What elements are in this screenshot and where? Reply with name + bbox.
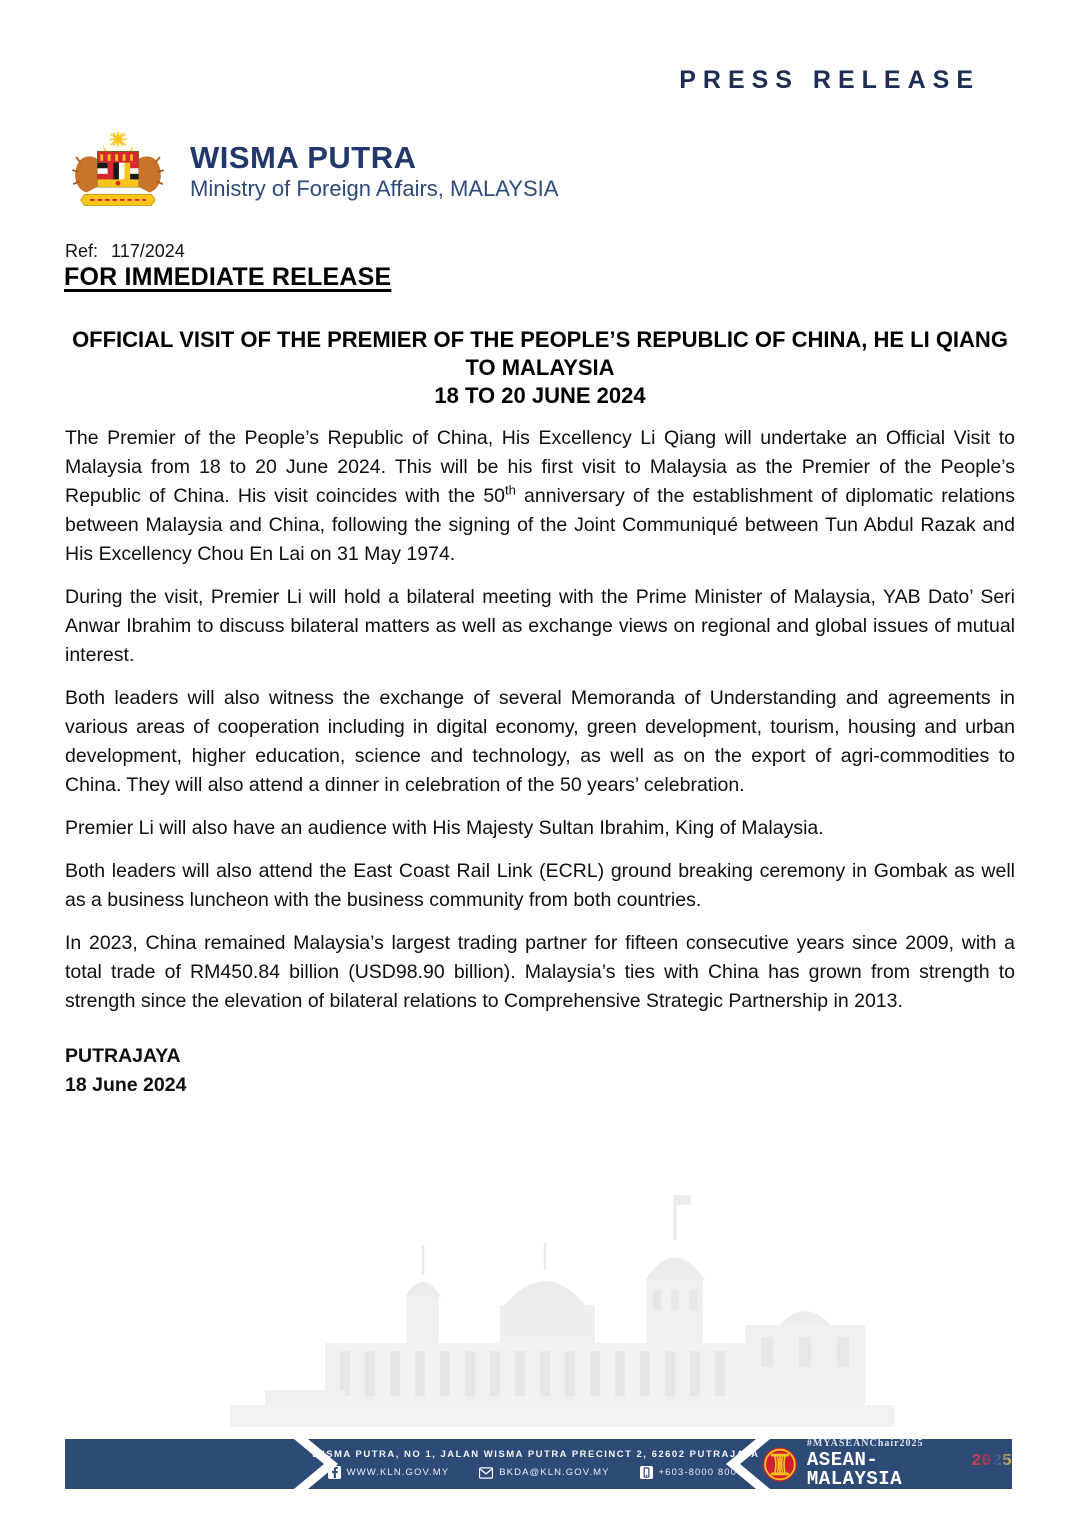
email-icon — [479, 1467, 493, 1479]
reference-line — [65, 241, 185, 262]
paragraph-3: Both leaders will also witness the exchange of several Memoranda of Understanding and agreements in various areas of cooperation including in digital economy, green development, tourism, housing and urban development, higher education, science and technology, as well as on the export of agri-commodities to China. They will also attend a dinner in celebration of the 50 years’ celebration. — [65, 687, 1015, 796]
facebook-icon — [328, 1466, 341, 1479]
paragraph-1 — [65, 424, 1015, 569]
paragraph-4: Premier Li will also have an audience with His Majesty Sultan Ibrahim, King of Malaysia. — [65, 817, 824, 839]
footer-phone — [640, 1466, 744, 1479]
asean-title: ASEAN-MALAYSIA — [806, 1449, 903, 1490]
ordinal-superscript: th — [505, 482, 516, 498]
putrajaya-building-watermark — [205, 1185, 920, 1435]
ref-label: Ref: — [65, 241, 99, 261]
paragraph-6: In 2023, China remained Malaysia’s largest trading partner for fifteen consecutive years since 2009, with a total trade of RM450.84 billion (USD98.90 billion). Malaysia’s ties with China has grown from strength to strength since the elevation of bilateral relations to Comprehensive Strategic Partnership in 2013. — [65, 932, 1015, 1012]
phone-icon — [640, 1466, 653, 1479]
paragraph-2: During the visit, Premier Li will hold a bilateral meeting with the Prime Minister of Malaysia, YAB Dato’ Seri Anwar Ibrahim to discuss bilateral matters as well as exchange views on regional and global issues of mutual interest. — [65, 586, 1015, 666]
signoff-date: 18 June 2024 — [65, 1074, 187, 1096]
asean-text — [807, 1439, 1012, 1489]
paragraph-1-continued: anniversary of the establishment of diplomatic relations between Malaysia and China, following the signing of the Joint Communiqué between Tun Abdul Razak and His Excellency Chou En Lai on 31 May 1974. — [65, 485, 1015, 565]
org-subtitle: Ministry of Foreign Affairs, MALAYSIA — [190, 176, 559, 201]
asean-title-row — [807, 1451, 1012, 1489]
footer-website — [328, 1466, 450, 1479]
footer-phone-text: +603-8000 8000 — [658, 1467, 744, 1478]
paragraph-1-text: The Premier of the People’s Republic of China, His Excellency Li Qiang will undertake an Official Visit to Malaysia from 18 to 20 June 2024. This will be his first visit to Malaysia as the Premier of the People’s Republic of China. His visit coincides with the 50 — [65, 427, 1015, 507]
asean-branding-block — [762, 1439, 1012, 1489]
title-line-3: 18 TO 20 JUNE 2024 — [434, 383, 646, 408]
asean-year: 2025 — [971, 1452, 1012, 1471]
release-type-heading: FOR IMMEDIATE RELEASE — [64, 263, 392, 291]
footer-contacts-row — [328, 1466, 744, 1479]
footer-email — [479, 1467, 609, 1479]
title-line-2: TO MALAYSIA — [465, 355, 615, 380]
footer-contact-block — [311, 1439, 760, 1489]
body-content — [65, 424, 1015, 1100]
org-header — [62, 131, 558, 213]
malaysia-coat-of-arms-logo — [62, 131, 174, 213]
footer-bar — [65, 1439, 1012, 1489]
paragraph-5: Both leaders will also attend the East Coast Rail Link (ECRL) ground breaking ceremony in Gombak as well as a business luncheon with the business community from both countries. — [65, 860, 1015, 911]
document-title — [65, 326, 1015, 410]
footer-email-text: BKDA@KLN.GOV.MY — [499, 1467, 610, 1478]
org-text — [190, 141, 558, 203]
asean-emblem-icon — [762, 1446, 798, 1483]
title-line-1: OFFICIAL VISIT OF THE PREMIER OF THE PEOPLE’S REPUBLIC OF CHINA, HE LI QIANG — [72, 327, 1008, 352]
footer-address: WISMA PUTRA, NO 1, JALAN WISMA PUTRA PRECINCT 2, 62602 PUTRAJAYA — [311, 1449, 760, 1460]
ref-number: 117/2024 — [111, 241, 185, 261]
org-name: WISMA PUTRA — [190, 140, 417, 175]
asean-hashtag: #MYASEANChair2025 — [806, 1438, 924, 1449]
press-release-heading: PRESS RELEASE — [679, 66, 980, 94]
footer-website-text: WWW.KLN.GOV.MY — [346, 1467, 450, 1478]
signoff-place: PUTRAJAYA — [65, 1045, 181, 1067]
